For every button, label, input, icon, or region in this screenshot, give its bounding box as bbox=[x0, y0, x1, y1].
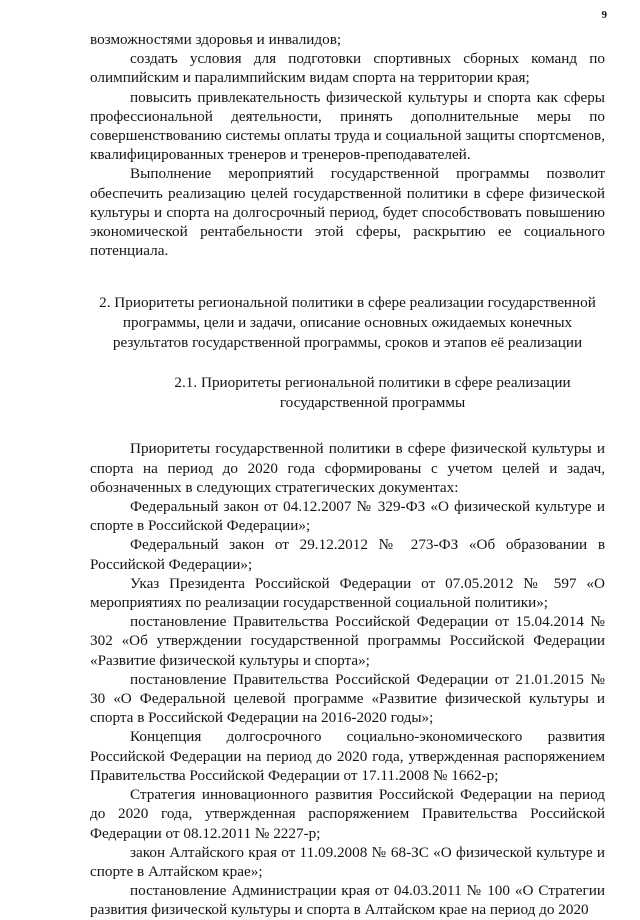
body-paragraph: Приоритеты государственной политики в сфере физической культуры и спорта на период до 2020 года сформированы с учетом целей и задач, обозначенных в следующих стратегических документах: bbox=[90, 440, 605, 496]
document-list-item: Указ Президента Российской Федерации от 07.05.2012 № 597 «О мероприятиях по реализации государственной социальной политики»; bbox=[90, 574, 605, 612]
intro-paragraph: создать условия для подготовки спортивных сборных команд по олимпийским и паралимпийским видам спорта на территории края; bbox=[90, 50, 605, 87]
intro-paragraph: повысить привлекательность физической культуры и спорта как сферы профессиональной деятельности, принять дополнительные меры по совершенствованию системы оплаты труда и социальной защиты спортсменов, квалифицированных тренеров и тренеров-преподавателей. bbox=[90, 88, 605, 164]
document-list-item: постановление Администрации края от 04.03.2011 № 100 «О Стратегии развития физической культуры и спорта в Алтайском крае на период до 2020 bbox=[90, 882, 605, 919]
subsection-heading: 2.1. Приоритеты региональной политики в сфере реализации государственной программы bbox=[174, 374, 571, 412]
document-list-item: Федеральный закон от 04.12.2007 № 329-ФЗ «О физической культуре и спорте в Российской Федерации»; bbox=[90, 498, 605, 535]
document-list-item: Стратегия инновационного развития Российской Федерации на период до 2020 года, утвержденная распоряжением Правительства Российской Федерации от 08.12.2011 № 2227-р; bbox=[90, 786, 605, 842]
intro-paragraph: Выполнение мероприятий государственной программы позволит обеспечить реализацию целей государственной политики в сфере физической культуры и спорта на долгосрочный период, будет способствовать повышению экономической рентабельности этой сферы, раскрытию ее социального потенциала. bbox=[90, 165, 605, 260]
document-list-item: постановление Правительства Российской Федерации от 21.01.2015 № 30 «О Федеральной целевой программе «Развитие физической культуры и спорта в Российской Федерации на 2016-2020 годы»; bbox=[90, 670, 605, 727]
section-heading: 2. Приоритеты региональной политики в сфере реализации государственной программы, цели и задачи, описание основных ожидаемых конечных результатов государственной программы, сроков и этапов её реализации bbox=[99, 294, 596, 352]
page-number: 9 bbox=[601, 9, 607, 21]
document-list-item: Федеральный закон от 29.12.2012 № 273-ФЗ «Об образовании в Российской Федерации»; bbox=[90, 536, 605, 573]
spacer bbox=[90, 413, 605, 439]
document-list-item: постановление Правительства Российской Федерации от 15.04.2014 № 302 «Об утверждении государственной программы Российской Федерации «Развитие физической культуры и спорта»; bbox=[90, 613, 605, 669]
document-list-item: Концепция долгосрочного социально-экономического развития Российской Федерации на период до 2020 года, утвержденная распоряжением Правительства Российской Федерации от 17.11.2008 № 1662-р; bbox=[90, 728, 605, 784]
document-list-item: закон Алтайского края от 11.09.2008 № 68-ЗС «О физической культуре и спорте в Алтайском крае»; bbox=[90, 843, 605, 880]
page-content bbox=[90, 30, 605, 920]
intro-paragraph-continuation: возможностями здоровья и инвалидов; bbox=[90, 31, 342, 48]
